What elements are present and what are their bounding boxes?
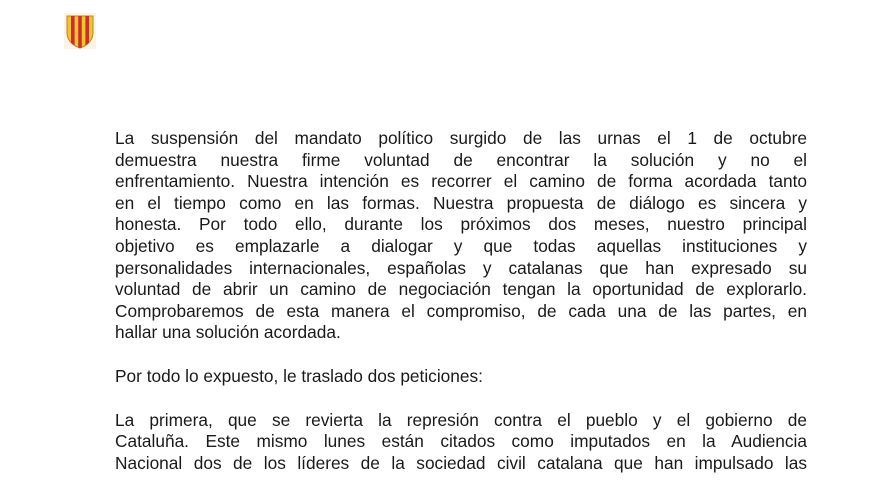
text-line: enfrentamiento. Nuestra intención es recorrer el camino de forma acordada tanto (115, 171, 807, 192)
paragraph-3 (115, 410, 807, 475)
paragraph-spacer (115, 388, 807, 410)
text-line: en el tiempo como en las formas. Nuestra propuesta de diálogo es sincera y (115, 192, 807, 213)
text-line: La suspensión del mandato político surgido de las urnas el 1 de octubre (115, 128, 807, 148)
text-line: Por todo lo expuesto, le traslado dos peticiones: (115, 365, 483, 386)
text-line: hallar una solución acordada. (115, 322, 341, 343)
text-line: voluntad de abrir un camino de negociación tengan la oportunidad de explorarlo. (115, 279, 807, 300)
text-line: Cataluña. Este mismo lunes están citados como imputados en la Audiencia (115, 431, 807, 452)
text-line: personalidades internacionales, españolas y catalanas que han expresado su (115, 257, 807, 278)
text-line: La primera, que se revierta la represión contra el pueblo y el gobierno de (115, 409, 807, 430)
seal-graphic (64, 13, 96, 49)
paragraph-spacer (115, 344, 807, 366)
paragraph-1 (115, 128, 807, 344)
text-line: objetivo es emplazarle a dialogar y que todas aquellas instituciones y (115, 235, 807, 256)
text-line: Nacional dos de los líderes de la sociedad civil catalana que han impulsado las (115, 452, 807, 473)
catalan-seal-icon (64, 13, 96, 49)
paragraph-2 (115, 366, 807, 388)
text-line: honesta. Por todo ello, durante los próximos dos meses, nuestro principal (115, 214, 807, 235)
text-line: Comprobaremos de esta manera el compromiso, de cada una de las partes, en (115, 300, 807, 321)
letter-body (115, 128, 807, 474)
text-line: demuestra nuestra firme voluntad de encontrar la solución y no el (115, 149, 807, 170)
